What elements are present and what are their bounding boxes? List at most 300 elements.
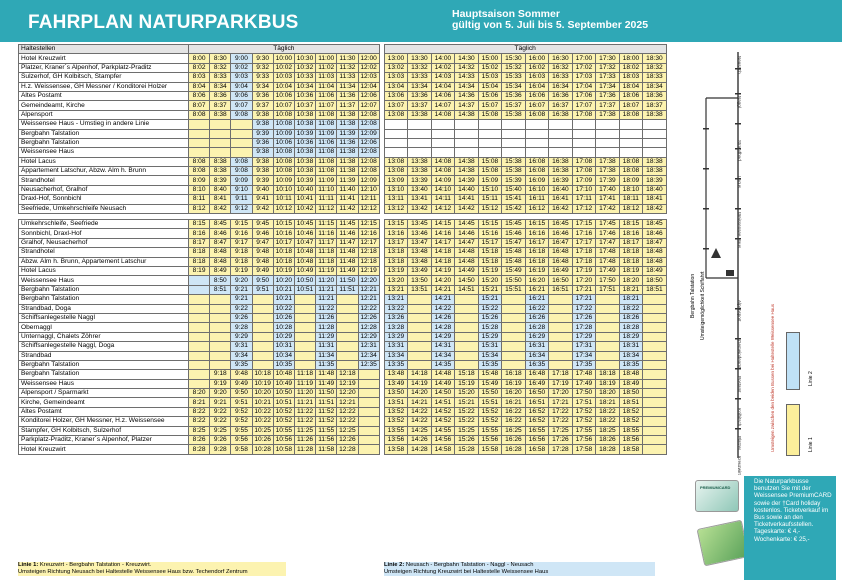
departure-time (294, 304, 315, 313)
departure-time: 8:08 (189, 157, 210, 166)
departure-time: 11:31 (316, 342, 337, 351)
table-row (19, 73, 667, 82)
departure-time: 16:21 (502, 398, 526, 407)
departure-time: 11:30 (337, 54, 358, 63)
departure-time: 8:20 (189, 389, 210, 398)
departure-time: 17:38 (596, 157, 620, 166)
departure-time: 18:09 (619, 176, 643, 185)
departure-time: 16:49 (549, 266, 573, 275)
departure-time: 10:07 (273, 101, 294, 110)
departure-time: 13:26 (384, 313, 408, 322)
table-row (19, 332, 667, 341)
departure-time: 12:22 (337, 407, 358, 416)
departure-time: 9:28 (210, 445, 231, 454)
departure-time: 12:18 (337, 370, 358, 379)
departure-time: 14:00 (431, 54, 455, 63)
departure-time: 17:45 (596, 220, 620, 229)
departure-time: 15:06 (478, 91, 502, 100)
departure-time: 17:08 (572, 167, 596, 176)
departure-time: 14:22 (431, 304, 455, 313)
departure-time (643, 379, 667, 388)
stop-name: Obernaggl (19, 323, 189, 332)
table-row (19, 407, 667, 416)
departure-time: 17:00 (572, 54, 596, 63)
departure-time: 14:11 (431, 195, 455, 204)
departure-time (189, 295, 210, 304)
departure-time (210, 304, 231, 313)
departure-time: 10:21 (273, 285, 294, 294)
departure-time: 18:41 (643, 195, 667, 204)
departure-time: 11:34 (337, 82, 358, 91)
departure-time: 12:20 (358, 276, 379, 285)
departure-time (619, 148, 643, 157)
departure-time: 11:46 (337, 229, 358, 238)
departure-time: 8:50 (210, 276, 231, 285)
departure-time: 18:20 (596, 389, 620, 398)
departure-time (408, 360, 432, 369)
departure-time: 10:51 (294, 285, 315, 294)
departure-time: 9:19 (231, 266, 252, 275)
departure-time: 16:28 (502, 445, 526, 454)
departure-time: 17:21 (572, 295, 596, 304)
departure-time: 16:20 (502, 389, 526, 398)
departure-time: 9:42 (252, 204, 273, 213)
departure-time (572, 120, 596, 129)
departure-time: 13:46 (408, 229, 432, 238)
departure-time (502, 120, 526, 129)
departure-time: 11:25 (294, 426, 315, 435)
table-row (19, 176, 667, 185)
departure-time: 9:18 (231, 257, 252, 266)
departure-time (549, 313, 573, 322)
departure-time: 11:20 (294, 389, 315, 398)
departure-time: 12:15 (358, 220, 379, 229)
departure-time: 12:08 (358, 157, 379, 166)
departure-time (455, 313, 479, 322)
departure-time: 8:36 (210, 91, 231, 100)
departure-time: 14:04 (431, 82, 455, 91)
departure-time (455, 129, 479, 138)
departure-time: 8:09 (189, 176, 210, 185)
departure-time: 14:20 (431, 276, 455, 285)
departure-time: 11:16 (316, 229, 337, 238)
departure-time: 9:36 (252, 138, 273, 147)
departure-time: 17:58 (572, 445, 596, 454)
table-row (19, 138, 667, 147)
departure-time: 15:26 (478, 313, 502, 322)
departure-time: 9:17 (231, 238, 252, 247)
departure-time: 14:10 (431, 185, 455, 194)
departure-time (358, 426, 379, 435)
departure-time: 15:29 (478, 332, 502, 341)
legend-line1-title: Linie 1: (18, 562, 39, 568)
departure-time: 15:33 (502, 73, 526, 82)
departure-time: 18:56 (619, 436, 643, 445)
departure-time: 8:02 (189, 63, 210, 72)
departure-time (619, 120, 643, 129)
departure-time: 9:51 (252, 285, 273, 294)
departure-time: 13:32 (408, 63, 432, 72)
departure-time: 18:34 (619, 351, 643, 360)
departure-time: 15:51 (502, 285, 526, 294)
departure-time (478, 138, 502, 147)
validity-period: gültig von 5. Juli bis 5. September 2025 (452, 19, 649, 31)
departure-time: 13:00 (384, 54, 408, 63)
departure-time: 8:11 (189, 195, 210, 204)
table-row (19, 238, 667, 247)
departure-time: 18:25 (596, 426, 620, 435)
departure-time: 12:35 (358, 360, 379, 369)
departure-time: 17:47 (596, 238, 620, 247)
departure-time (596, 138, 620, 147)
departure-time: 9:09 (231, 176, 252, 185)
departure-time: 9:16 (231, 229, 252, 238)
departure-time: 11:36 (337, 91, 358, 100)
departure-time: 11:29 (316, 332, 337, 341)
departure-time: 13:45 (408, 220, 432, 229)
departure-time: 18:22 (596, 407, 620, 416)
departure-time (596, 360, 620, 369)
departure-time: 10:20 (273, 276, 294, 285)
departure-time: 15:50 (502, 276, 526, 285)
departure-time: 15:52 (478, 407, 502, 416)
departure-time: 10:46 (294, 229, 315, 238)
departure-time: 10:21 (273, 295, 294, 304)
departure-time: 16:52 (525, 417, 549, 426)
departure-time: 18:10 (619, 185, 643, 194)
departure-time: 13:18 (384, 257, 408, 266)
table-row (19, 129, 667, 138)
departure-time: 12:17 (358, 238, 379, 247)
departure-time: 14:55 (431, 426, 455, 435)
departure-time: 13:41 (408, 195, 432, 204)
departure-time (189, 323, 210, 332)
departure-time: 14:58 (431, 445, 455, 454)
departure-time: 15:15 (478, 220, 502, 229)
departure-time: 14:12 (431, 204, 455, 213)
departure-time: 18:47 (643, 238, 667, 247)
departure-time: 14:21 (431, 295, 455, 304)
departure-time: 15:08 (478, 110, 502, 119)
departure-time: 11:08 (316, 157, 337, 166)
departure-time: 15:30 (502, 54, 526, 63)
departure-time: 11:03 (316, 73, 337, 82)
info-box (744, 476, 836, 580)
departure-time: 18:16 (619, 229, 643, 238)
departure-time: 16:22 (502, 407, 526, 416)
departure-time: 13:12 (384, 204, 408, 213)
stop-name: Bergbahn Talstation (19, 370, 189, 379)
departure-time: 13:22 (384, 304, 408, 313)
departure-time: 10:58 (273, 445, 294, 454)
departure-time: 15:42 (502, 204, 526, 213)
departure-time (337, 323, 358, 332)
departure-time: 13:50 (384, 389, 408, 398)
departure-time (643, 342, 667, 351)
departure-time (478, 148, 502, 157)
departure-time (455, 332, 479, 341)
departure-time: 17:34 (596, 82, 620, 91)
table-row (19, 229, 667, 238)
departure-time: 8:48 (210, 257, 231, 266)
departure-time: 15:40 (502, 185, 526, 194)
departure-time: 8:18 (189, 257, 210, 266)
departure-time: 18:18 (596, 370, 620, 379)
departure-time: 12:21 (337, 398, 358, 407)
header-stops: Haltestellen (19, 45, 189, 54)
departure-time: 10:32 (294, 63, 315, 72)
departure-time: 11:06 (316, 91, 337, 100)
departure-time: 15:25 (455, 426, 479, 435)
departure-time: 9:18 (210, 370, 231, 379)
legend-line1-text: Kreuzwirt - Bergbahn Talstation - Kreuzwirt. (39, 562, 152, 568)
departure-time: 13:49 (408, 266, 432, 275)
departure-time: 14:37 (455, 101, 479, 110)
departure-time (619, 129, 643, 138)
departure-time: 15:31 (478, 342, 502, 351)
departure-time: 9:28 (231, 323, 252, 332)
departure-time (210, 351, 231, 360)
departure-time: 11:09 (316, 129, 337, 138)
departure-time: 17:38 (596, 110, 620, 119)
departure-time: 15:56 (478, 436, 502, 445)
departure-time: 15:22 (455, 417, 479, 426)
departure-time: 13:33 (408, 73, 432, 82)
departure-time: 8:17 (189, 238, 210, 247)
departure-time: 11:39 (337, 176, 358, 185)
departure-time: 8:10 (189, 185, 210, 194)
departure-time: 9:08 (231, 110, 252, 119)
departure-time (502, 313, 526, 322)
departure-time: 15:08 (478, 167, 502, 176)
stop-name: Alpensport / Sparmarkt (19, 389, 189, 398)
departure-time: 8:48 (210, 248, 231, 257)
departure-time: 16:46 (549, 229, 573, 238)
table-row (19, 91, 667, 100)
departure-time: 17:12 (572, 204, 596, 213)
departure-time: 18:38 (643, 157, 667, 166)
departure-time: 16:51 (549, 285, 573, 294)
card-label: PREMIUMCARD (700, 485, 731, 490)
departure-time: 9:26 (210, 436, 231, 445)
departure-time: 8:08 (189, 110, 210, 119)
departure-time (189, 285, 210, 294)
departure-time: 17:19 (572, 266, 596, 275)
departure-time: 13:15 (384, 220, 408, 229)
departure-time: 13:40 (408, 185, 432, 194)
departure-time: 8:30 (210, 54, 231, 63)
departure-time (358, 407, 379, 416)
stop-name: Abzw. Alm h. Brunn, Appartement Latschur (19, 257, 189, 266)
departure-time: 17:26 (549, 436, 573, 445)
departure-time (189, 148, 210, 157)
departure-time: 18:36 (643, 91, 667, 100)
departure-time (252, 342, 273, 351)
departure-time (502, 148, 526, 157)
departure-time: 16:08 (525, 167, 549, 176)
departure-time (337, 342, 358, 351)
departure-time: 12:06 (358, 91, 379, 100)
departure-time: 14:19 (408, 379, 432, 388)
departure-time: 14:39 (455, 176, 479, 185)
season-info (452, 9, 648, 31)
departure-time: 9:48 (252, 257, 273, 266)
departure-time: 18:35 (619, 360, 643, 369)
departure-time: 14:03 (431, 73, 455, 82)
legend-line2-text: Neusach - Bergbahn Talstation - Naggl - Neusach (405, 562, 534, 568)
departure-time (189, 379, 210, 388)
departure-time: 13:03 (384, 73, 408, 82)
departure-time: 17:22 (549, 407, 573, 416)
departure-time: 10:34 (273, 351, 294, 360)
departure-time: 16:50 (525, 389, 549, 398)
departure-time (455, 351, 479, 360)
departure-time: 14:38 (455, 167, 479, 176)
departure-time: 17:50 (572, 389, 596, 398)
page-title: FAHRPLAN NATURPARKBUS (28, 12, 299, 33)
departure-time: 16:38 (549, 157, 573, 166)
departure-time (643, 332, 667, 341)
departure-time: 16:06 (525, 91, 549, 100)
departure-time (384, 120, 408, 129)
departure-time: 16:19 (502, 379, 526, 388)
departure-time: 15:38 (502, 167, 526, 176)
departure-time: 15:21 (478, 295, 502, 304)
departure-time: 10:56 (273, 436, 294, 445)
departure-time: 18:38 (643, 167, 667, 176)
departure-time: 11:19 (294, 379, 315, 388)
departure-time: 15:11 (478, 195, 502, 204)
departure-time: 17:29 (572, 332, 596, 341)
departure-time: 18:18 (619, 248, 643, 257)
departure-time: 14:35 (431, 360, 455, 369)
departure-time: 12:09 (358, 129, 379, 138)
map-stop-label: Platzer (737, 436, 742, 451)
departure-time (384, 129, 408, 138)
departure-time: 11:12 (316, 204, 337, 213)
departure-time (643, 120, 667, 129)
departure-time: 9:47 (252, 238, 273, 247)
departure-time: 14:32 (455, 63, 479, 72)
departure-time: 13:37 (408, 101, 432, 110)
departure-time: 10:38 (294, 120, 315, 129)
departure-time: 18:08 (619, 157, 643, 166)
departure-time: 17:48 (596, 248, 620, 257)
departure-time: 14:22 (408, 407, 432, 416)
departure-time: 17:25 (549, 426, 573, 435)
departure-time: 16:11 (525, 195, 549, 204)
departure-time: 17:42 (596, 204, 620, 213)
departure-time (189, 120, 210, 129)
departure-time: 15:17 (478, 238, 502, 247)
departure-time: 12:20 (337, 389, 358, 398)
departure-time: 8:03 (189, 73, 210, 82)
departure-time: 10:22 (273, 304, 294, 313)
map-stop-label: Postamt (737, 376, 742, 393)
departure-time: 13:48 (408, 248, 432, 257)
departure-time (358, 379, 379, 388)
departure-time (210, 120, 231, 129)
table-row (19, 101, 667, 110)
departure-time: 8:07 (189, 101, 210, 110)
departure-time: 14:22 (408, 417, 432, 426)
departure-time: 10:18 (252, 370, 273, 379)
stop-name: Schiffsanlegestelle Naggl (19, 313, 189, 322)
table-row (19, 54, 667, 63)
departure-time: 15:19 (478, 266, 502, 275)
departure-time: 12:29 (358, 332, 379, 341)
departure-time (643, 323, 667, 332)
departure-time (294, 360, 315, 369)
departure-time: 16:31 (525, 342, 549, 351)
departure-time: 14:33 (455, 73, 479, 82)
departure-time: 10:26 (252, 436, 273, 445)
departure-time: 10:11 (273, 195, 294, 204)
departure-time: 18:51 (619, 398, 643, 407)
departure-time (210, 323, 231, 332)
departure-time: 15:52 (478, 417, 502, 426)
departure-time: 12:16 (358, 229, 379, 238)
departure-time (643, 370, 667, 379)
departure-time: 10:19 (252, 379, 273, 388)
departure-time: 16:22 (525, 304, 549, 313)
departure-time: 15:03 (478, 73, 502, 82)
departure-time: 13:08 (384, 157, 408, 166)
departure-time: 13:55 (384, 426, 408, 435)
departure-time: 15:10 (478, 185, 502, 194)
departure-time: 18:00 (619, 54, 643, 63)
departure-time (210, 295, 231, 304)
departure-time: 18:26 (619, 313, 643, 322)
departure-time: 10:52 (273, 417, 294, 426)
departure-time: 16:12 (525, 204, 549, 213)
departure-time (525, 148, 549, 157)
departure-time: 18:50 (619, 389, 643, 398)
departure-time: 8:41 (210, 195, 231, 204)
departure-time: 12:28 (337, 445, 358, 454)
departure-time: 11:21 (316, 285, 337, 294)
stop-name: Bergbahn Talstation (19, 295, 189, 304)
departure-time: 16:37 (549, 101, 573, 110)
departure-time: 8:38 (210, 110, 231, 119)
departure-time: 10:40 (294, 185, 315, 194)
departure-time: 11:50 (337, 276, 358, 285)
departure-time: 12:07 (358, 101, 379, 110)
departure-time: 9:35 (231, 360, 252, 369)
departure-time: 18:06 (619, 91, 643, 100)
departure-time: 9:49 (231, 379, 252, 388)
departure-time: 14:51 (431, 398, 455, 407)
departure-time: 17:37 (596, 101, 620, 110)
departure-time: 10:08 (273, 167, 294, 176)
departure-time: 11:49 (337, 266, 358, 275)
departure-time: 12:26 (358, 313, 379, 322)
departure-time: 9:29 (231, 332, 252, 341)
departure-time: 11:07 (316, 101, 337, 110)
departure-time: 15:36 (502, 91, 526, 100)
departure-time (384, 138, 408, 147)
departure-time (549, 360, 573, 369)
departure-time: 12:19 (358, 266, 379, 275)
departure-time: 9:41 (252, 195, 273, 204)
departure-time (294, 295, 315, 304)
departure-time: 15:09 (478, 176, 502, 185)
departure-time: 10:51 (273, 398, 294, 407)
departure-time: 14:34 (455, 82, 479, 91)
table-row (19, 157, 667, 166)
departure-time: 11:08 (316, 167, 337, 176)
departure-time: 13:02 (384, 63, 408, 72)
